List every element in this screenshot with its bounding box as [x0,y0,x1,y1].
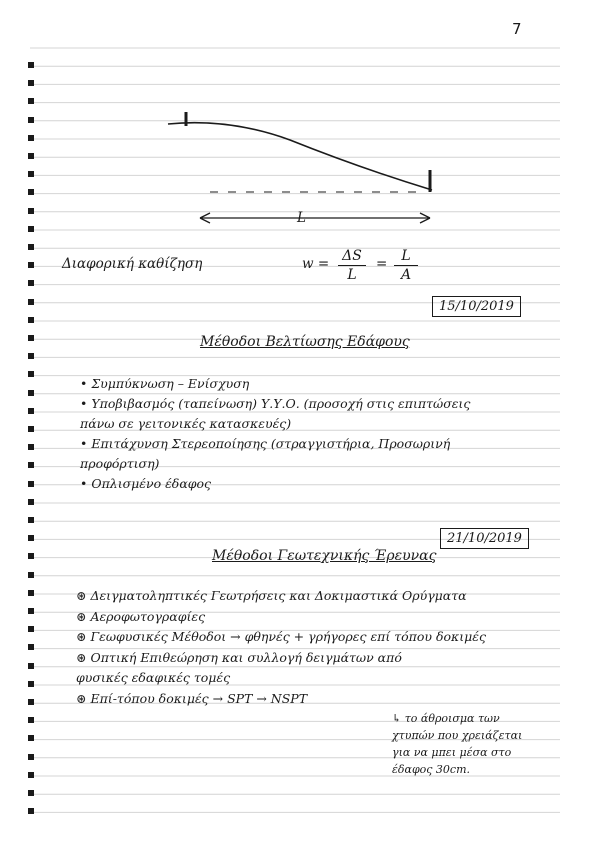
binding-hole [28,117,34,123]
list-item: ⊛ Δειγματοληπτικές Γεωτρήσεις και Δοκιμαστικά Ορύγματα [76,588,467,603]
formula-fraction-2 [394,248,418,283]
binding-hole [28,335,34,341]
binding-hole [28,426,34,432]
binding-hole [28,371,34,377]
binding-hole [28,244,34,250]
list-item: • Συμπύκνωση – Ενίσχυση [80,376,250,391]
binding-hole [28,353,34,359]
binding-hole [28,717,34,723]
binding-hole [28,317,34,323]
binding-hole [28,189,34,195]
binding-hole [28,299,34,305]
binding-hole [28,663,34,669]
binding-hole [28,280,34,286]
binding-hole [28,408,34,414]
binding-hole [28,699,34,705]
binding-hole [28,444,34,450]
frac1-numerator: ΔS [342,248,362,264]
list-item: ⊛ Επί-τόπου δοκιμές → SPT → NSPT [76,690,308,706]
binding-hole [28,153,34,159]
binding-hole [28,608,34,614]
binding-hole [28,62,34,68]
list-item: προφόρτιση) [80,456,160,471]
list-item: χτυπών που χρειάζεται [392,729,523,742]
binding-hole [28,462,34,468]
binding-hole [28,226,34,232]
date-box-2: 21/10/2019 [440,528,529,549]
binding-hole [28,535,34,541]
binding-hole [28,808,34,814]
binding-hole [28,572,34,578]
formula-operator: = [376,256,388,272]
binding-hole [28,499,34,505]
deflected-line [168,123,432,190]
frac2-numerator: L [401,248,411,264]
list-item: ⊛ Αεροφωτογραφίες [76,608,206,624]
binding-hole [28,626,34,632]
binding-hole [28,517,34,523]
frac1-denominator: L [347,267,357,283]
binding-hole [28,135,34,141]
binding-hole [28,772,34,778]
list-item: • Οπλισμένο έδαφος [80,476,212,491]
formula-lhs: w = [302,256,330,272]
list-item: ⊛ Οπτική Επιθεώρηση και συλλογή δειγμάτων από [76,649,402,665]
binding-hole [28,481,34,487]
binding-hole [28,208,34,214]
list-item: φυσικές εδαφικές τομές [76,670,231,685]
binding-hole [28,171,34,177]
binding-hole [28,754,34,760]
length-label: L [297,210,306,226]
section1-title: Μέθοδοι Βελτίωσης Εδάφους [200,334,410,350]
binding-hole [28,644,34,650]
differential-settlement-label: Διαφορική καθίζηση [62,256,203,272]
page-number: 7 [512,20,522,38]
formula-fraction-1 [338,248,366,283]
list-item: για να μπει μέσα στο [392,746,512,759]
list-item: ⊛ Γεωφυσικές Μέθοδοι → φθηνές + γρήγορες επί τόπου δοκιμές [76,629,486,644]
binding-hole [28,681,34,687]
binding-hole [28,590,34,596]
binding-hole [28,390,34,396]
section2-title: Μέθοδοι Γεωτεχνικής Έρευνας [212,548,437,564]
binding-hole [28,735,34,741]
date-box-1: 15/10/2019 [432,296,521,317]
frac2-denominator: A [400,267,412,283]
list-item: ↳ το άθροισμα των [392,712,500,725]
list-item: πάνω σε γειτονικές κατασκευές) [80,416,292,431]
binding-hole [28,262,34,268]
binding-hole [28,790,34,796]
list-item: • Επιτάχυνση Στερεοποίησης (στραγγιστήρια, Προσωρινή [80,436,451,451]
list-item: έδαφος 30cm. [392,763,471,776]
binding-hole [28,553,34,559]
binding-hole [28,80,34,86]
binding-hole [28,98,34,104]
list-item: • Υποβιβασμός (ταπείνωση) Υ.Υ.Ο. (προσοχή στις επιπτώσεις [80,396,471,411]
